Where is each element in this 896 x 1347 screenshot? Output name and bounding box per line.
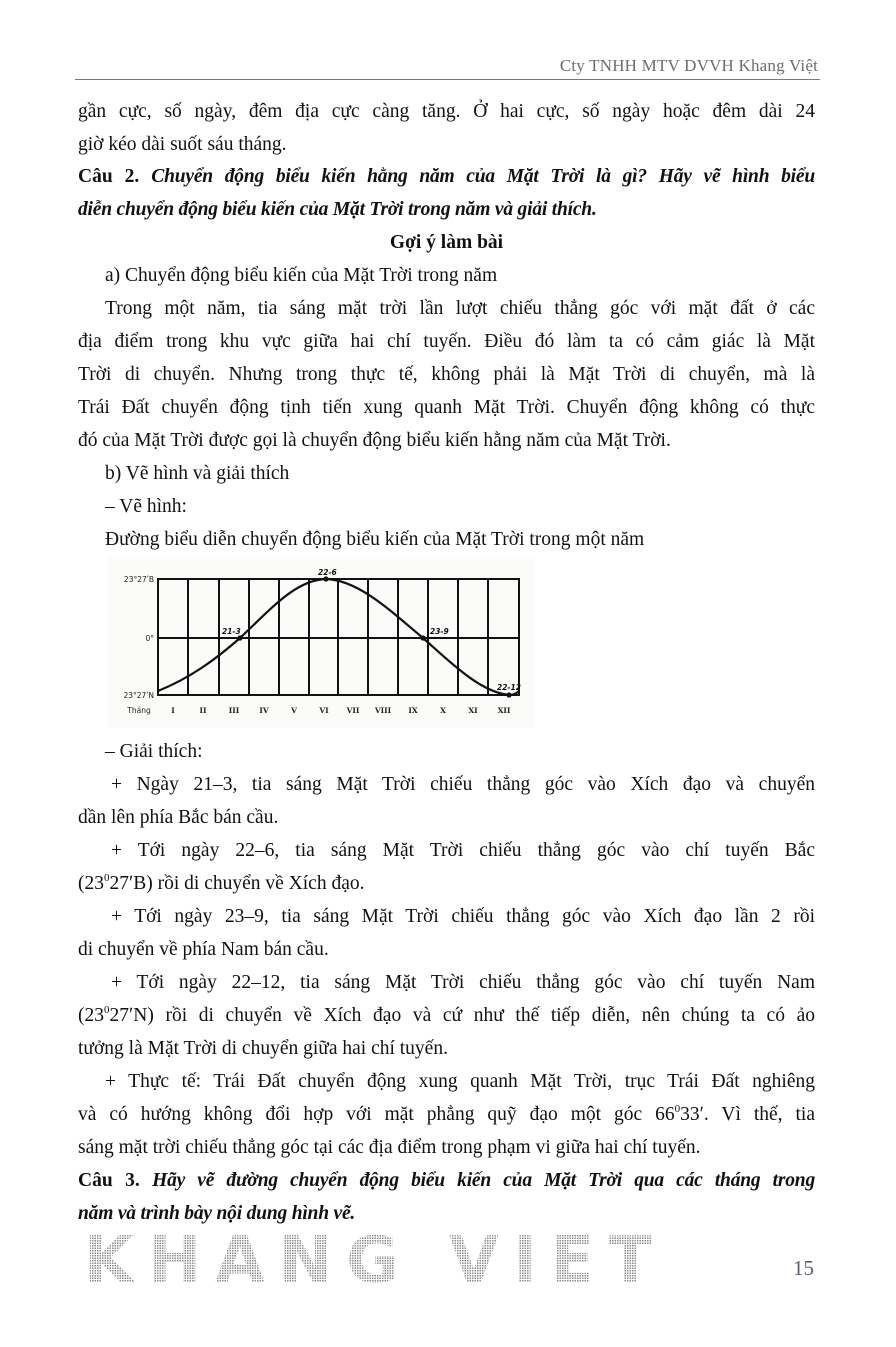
- question-3-line1: [78, 1164, 815, 1197]
- explain-item-4-line3: tưởng là Mặt Trời di chuyển giữa hai chí tuyến.: [78, 1038, 448, 1059]
- paragraph-line: đó của Mặt Trời được gọi là chuyển động biểu kiến hằng năm của Mặt Trời.: [78, 430, 671, 451]
- degree-sup: 0: [104, 1004, 110, 1016]
- chart-svg: [108, 557, 535, 728]
- svg-text:22-6: 22-6: [318, 568, 337, 577]
- svg-text:23-9: 23-9: [430, 627, 449, 636]
- text: (23: [78, 873, 104, 894]
- question-label: Câu 3.: [78, 1170, 140, 1191]
- svg-text:23°27ʹN: 23°27ʹN: [123, 691, 154, 700]
- section-b-title: b) Vẽ hình và giải thích: [105, 463, 290, 484]
- page-number: 15: [793, 1256, 814, 1280]
- question-2-line1: [78, 160, 815, 193]
- question-label: Câu 2.: [78, 166, 140, 187]
- svg-text:XI: XI: [468, 706, 478, 715]
- svg-text:23°27ʹB: 23°27ʹB: [123, 575, 154, 584]
- text: và có hướng không đổi hợp với mặt phẳng quỹ đạo một góc 66: [78, 1104, 675, 1125]
- svg-text:IV: IV: [259, 706, 269, 715]
- explain-label: – Giải thích:: [105, 741, 203, 762]
- svg-text:XII: XII: [497, 706, 511, 715]
- svg-text:X: X: [440, 706, 446, 715]
- sun-apparent-motion-chart: [108, 557, 535, 728]
- section-a-title: a) Chuyển động biểu kiến của Mặt Trời trong năm: [105, 265, 498, 286]
- page-header: [75, 52, 820, 80]
- text: 27ʹB) rồi di chuyển về Xích đạo.: [109, 873, 365, 894]
- svg-text:IX: IX: [408, 706, 418, 715]
- paragraph-line: Trời di chuyển. Nhưng trong thực tế, không phải là Mặt Trời di chuyển, mà là: [78, 364, 815, 385]
- figure-caption: Đường biểu diễn chuyển động biểu kiến của Mặt Trời trong một năm: [105, 529, 645, 550]
- text: 27ʹN) rồi di chuyển về Xích đạo và cứ như thế tiếp diễn, nên chúng ta có ảo: [109, 1005, 815, 1026]
- explain-item-5-line1: + Thực tế: Trái Đất chuyển động xung quanh Mặt Trời, trục Trái Đất nghiêng: [105, 1071, 815, 1092]
- draw-label: – Vẽ hình:: [105, 496, 187, 517]
- explain-item-2-line1: + Tới ngày 22–6, tia sáng Mặt Trời chiếu thẳng góc vào chí tuyến Bắc: [111, 840, 815, 861]
- paragraph-line: Trong một năm, tia sáng mặt trời lần lượt chiếu thẳng góc với mặt đất ở các: [105, 298, 815, 319]
- explain-item-3-line2: di chuyển về phía Nam bán cầu.: [78, 939, 329, 960]
- svg-text:Tháng: Tháng: [127, 706, 151, 715]
- explain-item-5-line3: sáng mặt trời chiếu thẳng góc tại các địa điểm trong phạm vi giữa hai chí tuyến.: [78, 1137, 701, 1158]
- explain-item-1-line2: dần lên phía Bắc bán cầu.: [78, 807, 279, 828]
- degree-sup: 0: [674, 1103, 681, 1115]
- hint-title: Gợi ý làm bài: [389, 232, 504, 253]
- watermark-logo: KHANG VIET: [84, 1224, 666, 1298]
- publisher-name: Cty TNHH MTV DVVH Khang Việt: [559, 56, 818, 75]
- explain-item-4-line1: + Tới ngày 22–12, tia sáng Mặt Trời chiếu thẳng góc vào chí tuyến Nam: [111, 972, 815, 993]
- svg-text:III: III: [228, 706, 240, 715]
- explain-item-5-line2: [78, 1098, 815, 1131]
- explain-item-4-line2: [78, 999, 815, 1032]
- svg-text:0°: 0°: [145, 634, 154, 643]
- svg-text:VI: VI: [319, 706, 329, 715]
- explain-item-2-line2: [78, 867, 815, 900]
- explain-item-3-line1: + Tới ngày 23–9, tia sáng Mặt Trời chiếu thẳng góc vào Xích đạo lần 2 rồi: [111, 906, 815, 927]
- question-text: diễn chuyển động biểu kiến của Mặt Trời trong năm và giải thích.: [78, 199, 597, 220]
- svg-text:22-12: 22-12: [497, 683, 521, 692]
- svg-text:V: V: [291, 706, 297, 715]
- svg-text:VII: VII: [346, 706, 360, 715]
- chart-grid: [158, 579, 519, 695]
- question-text: Hãy vẽ đường chuyển động biểu kiến của Mặt Trời qua các tháng trong: [152, 1170, 815, 1191]
- paragraph-line: gần cực, số ngày, đêm địa cực càng tăng. Ở hai cực, số ngày hoặc đêm dài 24: [78, 101, 815, 122]
- text: (23: [78, 1005, 104, 1026]
- svg-text:VIII: VIII: [374, 706, 392, 715]
- paragraph-line: giờ kéo dài suốt sáu tháng.: [78, 134, 287, 155]
- question-text: năm và trình bày nội dung hình vẽ.: [78, 1203, 356, 1224]
- paragraph-line: Trái Đất chuyển động tịnh tiến xung quanh Mặt Trời. Chuyển động không có thực: [78, 397, 815, 418]
- svg-text:II: II: [199, 706, 207, 715]
- text: 33ʹ. Vì thế, tia: [680, 1104, 815, 1125]
- svg-text:I: I: [171, 706, 175, 715]
- point-labels: [222, 568, 521, 692]
- y-axis-labels: [123, 575, 154, 700]
- paragraph-line: địa điểm trong khu vực giữa hai chí tuyến. Điều đó làm ta có cảm giác là Mặt: [78, 331, 815, 352]
- svg-text:21-3: 21-3: [222, 627, 241, 636]
- x-axis-labels: [126, 706, 511, 715]
- question-2-line2: [78, 193, 815, 226]
- degree-sup: 0: [104, 872, 110, 884]
- explain-item-1-line1: + Ngày 21–3, tia sáng Mặt Trời chiếu thẳng góc vào Xích đạo và chuyển: [111, 774, 815, 795]
- question-text: Chuyển động biểu kiến hằng năm của Mặt Trời là gì? Hãy vẽ hình biểu: [151, 166, 815, 187]
